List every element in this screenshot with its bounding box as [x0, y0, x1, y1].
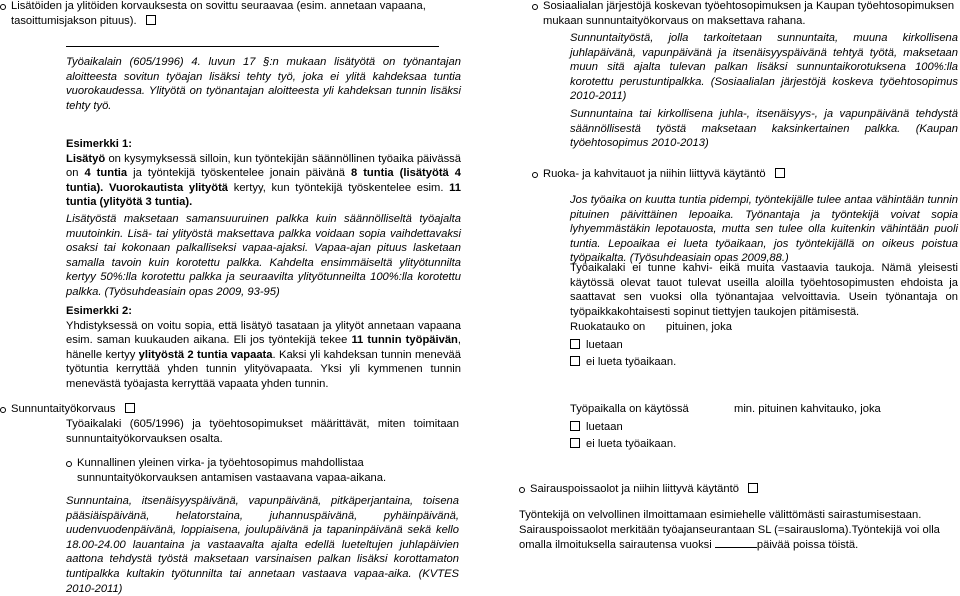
- municipal-bullet: Kunnallinen yleinen virka- ja työehtosopimus mahdollistaa sunnuntaityökorvauksen antamisen vastaavana vapaa-aikana.: [66, 456, 459, 485]
- sunday-paragraph: Työaikalaki (605/1996) ja työehtosopimukset määrittävät, miten toimitaan sunnuntaityökorvauksen osalta.: [66, 418, 459, 445]
- checkbox-icon[interactable]: [570, 438, 580, 448]
- checkbox-icon[interactable]: [570, 421, 580, 431]
- sick-section: [519, 482, 957, 497]
- checkbox-icon[interactable]: [570, 339, 580, 349]
- sick-bullet: Sairauspoissaolot ja niihin liittyvä käytäntö: [519, 482, 957, 497]
- meal-paragraph-1: Jos työaika on kuutta tuntia pidempi, työntekijälle tulee antaa vähintään tunnin pituinen päivittäinen lepoaika. Työnantaja ja työntekijä voivat sopia lyhyemmästäkin lepotauosta, mutta sen tulee olla kuitenkin vähintään puoli tuntia. Lepoaikaa ei lueta työaikaan, jos työntekijällä on oikeus poistua työpaikalta. (Työsuhdeasiain opas 2009,88.): [570, 194, 958, 265]
- coffee-options: [570, 402, 958, 452]
- lunch-options: [570, 320, 958, 370]
- example-2: [66, 304, 461, 392]
- lunch-option-excluded: ei lueta työaikaan.: [570, 355, 958, 370]
- checkbox-icon[interactable]: [775, 168, 785, 178]
- lunch-line: Ruokatauko on pituinen, joka: [570, 321, 732, 333]
- social-section: [532, 0, 957, 28]
- meal-section: [532, 167, 957, 182]
- meal-paragraph-2: Työaikalaki ei tunne kahvi- eikä muita vastaavia taukoja. Nämä yleisesti käytössä olevat tauot tulevat useilla aloilla työehtosopimusten ehdoista ja saattavat sen vuoksi olla työnantajaa velvoittavia. Usein työnantaja on työpaikkakohtaisesti sopinut tiettyjen taukojen pitämisestä.: [570, 262, 958, 318]
- checkbox-icon[interactable]: [146, 15, 156, 25]
- pay-paragraph: Lisätyöstä maksetaan samansuuruinen palkka kuin säännölliseltä työajalta muutoinkin. Lisä- tai ylityöstä maksettava palkka voidaan sopia vaihdettavaksi osaksi tai kokonaan palkalliseksi vapaa-ajaksi. Vapaa-ajan pituus lasketaan samalla tavoin kuin korotettu palkka. Kahdelta ensimmäiseltä ylityötunnilta kertyy 50%:lla korotettu palkka ja seuraavilta ylityötunneilta 100%:lla korotettu palkka. (Työsuhdeasiain opas 2009, 93-95): [66, 213, 461, 298]
- social-bullet: Sosiaalialan järjestöjä koskevan työehtosopimuksen ja Kaupan työehtosopimuksen mukaan sunnuntaityökorvaus on maksettava rahana.: [532, 0, 957, 28]
- social-paragraph-1: Sunnuntaityöstä, jolla tarkoitetaan sunnuntaita, muuna kirkollisena juhlapäivänä, vapunpäivänä ja itsenäisyyspäivänä tehtyä työtä, maksetaan muun sitä ajalta tulevan palkan lisäksi sunnuntaikorotuksena 100%:lla korotettu perustuntipalkka. (Sosiaalialan järjestöjä koskeva työehtosopimus 2010-2011): [570, 32, 958, 103]
- sunday-bullet: Sunnuntaityökorvaus: [0, 402, 448, 417]
- example-2-text: Yhdistyksessä on voitu sopia, että lisätyö tasataan ja ylityöt annetaan vapaana esim. saman kuukauden aikana. Eli jos työntekijä tekee 11 tunnin työpäivän, hänelle kertyy ylityöstä 2 tuntia vapaata. Kaksi yli kahdeksan tunnin menevää työtuntia kerryttää yhden tunnin ylityövapaata. Yksi yli kymmenen tunnin menevästä työajasta kerryttää vapaata yhden tunnin.: [66, 319, 461, 390]
- sunday-section: [0, 402, 448, 417]
- coffee-line: Työpaikalla on käytössä min. pituinen kahvitauko, joka: [570, 403, 881, 415]
- municipal-section: [66, 456, 459, 485]
- social-paragraph-2: Sunnuntaina tai kirkollisena juhla-, itsenäisyys-, ja vapunpäivänä tehdystä säännöllisestä työstä maksetaan kaksinkertainen palkka. (Kaupan työehtosopimus 2010-2013): [570, 108, 958, 150]
- example-2-title: Esimerkki 2:: [66, 305, 132, 317]
- meal-bullet: Ruoka- ja kahvitauot ja niihin liittyvä käytäntö: [532, 167, 957, 182]
- holiday-paragraph: Sunnuntaina, itsenäisyyspäivänä, vapunpäivänä, pitkäperjantaina, toisena pääsiäispäivänä, helatorstaina, juhannuspäivänä, pyhäinpäivänä, uudenvuodenpäivänä, loppiaisena, joulupäivänä ja tapaninpäivänä sekä kello 18.00-24.00 lauantaina ja vastaavalta ajalta edellä lueteltujen juhlapäivien aattona tehdystä työstä maksetaan varsinaisen palkan lisäksi korottamaton tuntipalkka kultakin työtunnilta tai annetaan vastaava vapaa-aika. (KVTES 2010-2011): [66, 495, 459, 595]
- example-1: [66, 137, 461, 210]
- intro-section: [0, 0, 448, 28]
- example-1-title: Esimerkki 1:: [66, 138, 132, 150]
- example-1-text: Lisätyö on kysymyksessä silloin, kun työntekijän säännöllinen työaika päivässä on 4 tuntia ja työntekijä työskentelee jonain päivänä 8 tuntia (lisätyötä 4 tuntia). Vuorokautista ylityötä kertyy, kun työntekijä työskentelee esim. 11 tuntia (ylityötä 3 tuntia).: [66, 152, 461, 209]
- checkbox-icon[interactable]: [570, 356, 580, 366]
- lunch-option-included: luetaan: [570, 338, 958, 353]
- intro-bullet: Lisätöiden ja ylitöiden korvauksesta on sovittu seuraavaa (esim. annetaan vapaana, tasoittumisjakson pituus).: [0, 0, 448, 28]
- coffee-option-included: luetaan: [570, 420, 958, 435]
- section-divider: [66, 46, 439, 47]
- sick-paragraph: Työntekijä on velvollinen ilmoittamaan esimiehelle välittömästi sairastumisestaan. Sairauspoissaolot merkitään työajanseurantaan SL (=sairausloma).Työntekijä voi olla omalla ilmoituksella sairautensa vuoksi päivää poissa töistä.: [519, 509, 940, 552]
- coffee-option-excluded: ei lueta työaikaan.: [570, 437, 958, 452]
- checkbox-icon[interactable]: [748, 483, 758, 493]
- checkbox-icon[interactable]: [125, 403, 135, 413]
- days-blank-field[interactable]: [715, 537, 757, 548]
- law-paragraph: Työaikalain (605/1996) 4. luvun 17 §:n mukaan lisätyötä on työnantajan aloitteesta sovitun työajan lisäksi tehty työ, joka ei ylitä kahdeksaa tuntia vuorokaudessa. Ylityötä on työnantajan aloitteesta yli kahdeksan tunnin lisäksi tehty työ.: [66, 56, 461, 112]
